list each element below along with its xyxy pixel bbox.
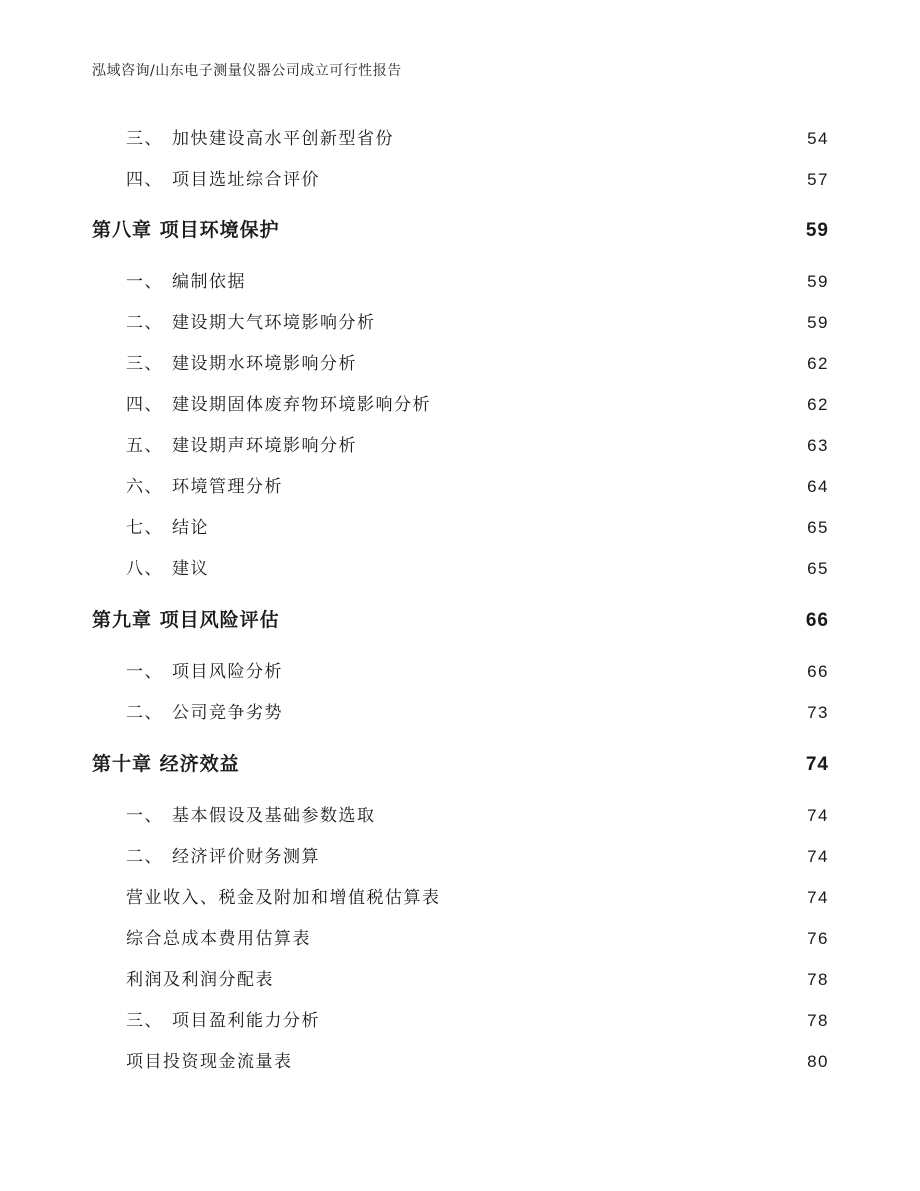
toc-entry-title: 经济评价财务测算 xyxy=(172,847,320,867)
toc-entry[interactable] xyxy=(0,1047,920,1072)
toc-entry[interactable] xyxy=(0,801,920,826)
toc-entry[interactable] xyxy=(0,390,920,415)
toc-entry-title: 建议 xyxy=(172,559,209,579)
toc-entry-number: 一、 xyxy=(126,806,163,826)
toc-entry-title: 营业收入、税金及附加和增值税估算表 xyxy=(126,888,441,908)
toc-entry-title: 环境管理分析 xyxy=(172,477,283,497)
toc-entry-title: 项目风险分析 xyxy=(172,662,283,682)
toc-entry-number: 二、 xyxy=(126,847,163,867)
toc-entry-title: 结论 xyxy=(172,518,209,538)
toc-entry-page: 59 xyxy=(807,272,829,291)
toc-entry[interactable] xyxy=(0,267,920,292)
toc-entry-title: 项目盈利能力分析 xyxy=(172,1011,320,1031)
toc-entry-page: 63 xyxy=(807,436,829,455)
toc-entry-number: 一、 xyxy=(126,272,163,292)
toc-entry[interactable] xyxy=(0,554,920,579)
toc-entry-page: 65 xyxy=(807,518,829,537)
toc-entry-number: 一、 xyxy=(126,662,163,682)
toc-entry-page: 64 xyxy=(807,477,829,496)
toc-entry-page: 74 xyxy=(807,888,829,907)
toc-entry[interactable] xyxy=(0,924,920,949)
toc-entry-page: 74 xyxy=(807,847,829,866)
page-header: 泓域咨询/山东电子测量仪器公司成立可行性报告 xyxy=(92,63,402,79)
toc-entry-page: 54 xyxy=(807,129,829,148)
toc-entry-number: 五、 xyxy=(126,436,163,456)
toc-entry-number: 四、 xyxy=(126,395,163,415)
toc-entry-page: 65 xyxy=(807,559,829,578)
toc-entry-number: 三、 xyxy=(126,354,163,374)
toc-entry-title: 编制依据 xyxy=(172,272,246,292)
toc-entry[interactable] xyxy=(0,513,920,538)
toc-entry-number: 三、 xyxy=(126,129,163,149)
toc-entry-title: 建设期声环境影响分析 xyxy=(172,436,357,456)
toc-entry-page: 62 xyxy=(807,354,829,373)
toc-entry[interactable] xyxy=(0,308,920,333)
toc-entry-title: 建设期大气环境影响分析 xyxy=(172,313,376,333)
toc-entry-page: 76 xyxy=(807,929,829,948)
toc-entry-page: 66 xyxy=(807,662,829,681)
toc-entry-number: 二、 xyxy=(126,313,163,333)
toc-entry-page: 80 xyxy=(807,1052,829,1071)
toc-entry-page: 59 xyxy=(807,313,829,332)
toc-entry[interactable] xyxy=(0,698,920,723)
toc-chapter-entry[interactable] xyxy=(0,749,920,776)
toc-entry-page: 73 xyxy=(807,703,829,722)
toc-entry-title: 公司竞争劣势 xyxy=(172,703,283,723)
toc-entry-number: 三、 xyxy=(126,1011,163,1031)
toc-entry[interactable] xyxy=(0,472,920,497)
toc-entry-title: 建设期水环境影响分析 xyxy=(172,354,357,374)
toc-entry-page: 57 xyxy=(807,170,829,189)
toc-entry-number: 七、 xyxy=(126,518,163,538)
toc-entry-title: 建设期固体废弃物环境影响分析 xyxy=(172,395,431,415)
toc-entry[interactable] xyxy=(0,431,920,456)
toc-entry-page: 74 xyxy=(805,754,829,775)
toc-entry-page: 74 xyxy=(807,806,829,825)
toc-entry-title: 项目投资现金流量表 xyxy=(126,1052,293,1072)
toc-entry-number: 六、 xyxy=(126,477,163,497)
toc-entry[interactable] xyxy=(0,1006,920,1031)
toc-entry-title: 综合总成本费用估算表 xyxy=(126,929,311,949)
toc-entry-page: 59 xyxy=(805,220,829,241)
toc-entry-number: 四、 xyxy=(126,170,163,190)
toc-chapter-entry[interactable] xyxy=(0,215,920,242)
toc-entry-title: 利润及利润分配表 xyxy=(126,970,274,990)
toc-entry[interactable] xyxy=(0,965,920,990)
toc-entry-title: 基本假设及基础参数选取 xyxy=(172,806,376,826)
toc-chapter-entry[interactable] xyxy=(0,605,920,632)
toc-entry[interactable] xyxy=(0,842,920,867)
toc-entry-page: 62 xyxy=(807,395,829,414)
toc-entry-title: 加快建设高水平创新型省份 xyxy=(172,129,394,149)
toc-entry-number: 八、 xyxy=(126,559,163,579)
toc-entry[interactable] xyxy=(0,349,920,374)
toc-entry[interactable] xyxy=(0,124,920,149)
toc-entry[interactable] xyxy=(0,165,920,190)
toc-entry-title: 项目选址综合评价 xyxy=(172,170,320,190)
toc-entry-number: 二、 xyxy=(126,703,163,723)
toc-entry-page: 66 xyxy=(805,610,829,631)
toc-chapter-title: 第八章 项目环境保护 xyxy=(92,219,280,241)
toc-chapter-title: 第十章 经济效益 xyxy=(92,753,240,775)
toc-entry-page: 78 xyxy=(807,1011,829,1030)
toc-chapter-title: 第九章 项目风险评估 xyxy=(92,609,280,631)
toc-entry[interactable] xyxy=(0,657,920,682)
toc-entry-page: 78 xyxy=(807,970,829,989)
toc-entry[interactable] xyxy=(0,883,920,908)
